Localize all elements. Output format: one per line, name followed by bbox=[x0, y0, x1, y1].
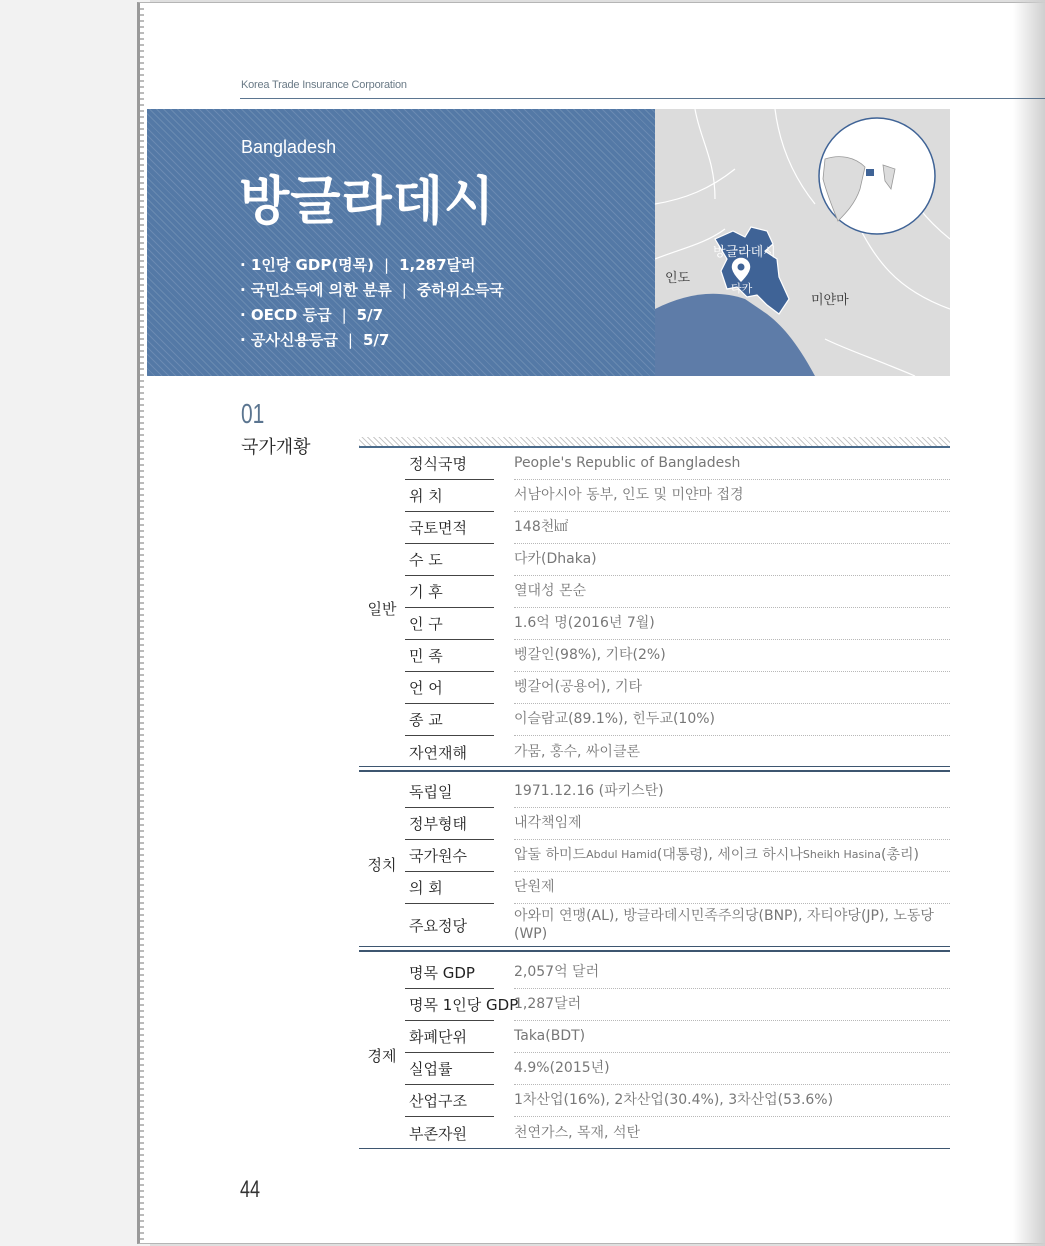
fact-oecd-grade: · OECD 등급 | 5/7 bbox=[240, 306, 384, 324]
section-divider bbox=[359, 766, 950, 772]
fact-income-class: · 국민소득에 의한 분류 | 중하위소득국 bbox=[240, 281, 504, 299]
table-row: 언 어 벵갈어(공용어), 기타 bbox=[405, 672, 950, 704]
table-row: 국토면적 148천㎢ bbox=[405, 512, 950, 544]
general-table bbox=[359, 448, 950, 768]
section-divider bbox=[359, 946, 950, 952]
table-row: 자연재해 가뭄, 홍수, 싸이클론 bbox=[409, 743, 640, 762]
table-row: 정부형태 내각책임제 bbox=[405, 808, 950, 840]
inset-highlight bbox=[866, 169, 874, 176]
section-title: 국가개황 bbox=[241, 437, 311, 458]
table-top-bar bbox=[359, 437, 950, 448]
page-number: 44 bbox=[240, 1176, 261, 1203]
map-graphic bbox=[655, 109, 950, 376]
running-head: Korea Trade Insurance Corporation bbox=[241, 79, 407, 91]
head-of-state-value: 압둘 하미드 Abdul Hamid (대통령), 세이크 하시나 Sheikh Hasina (총리) bbox=[514, 840, 950, 872]
table-row: 산업구조 1차산업(16%), 2차산업(30.4%), 3차산업(53.6%) bbox=[405, 1085, 950, 1117]
map-label-myanmar: 미얀마 bbox=[811, 293, 849, 308]
table-row: 위 치 서남아시아 동부, 인도 및 미얀마 접경 bbox=[405, 480, 950, 512]
page-binding-edge bbox=[140, 8, 144, 1240]
map-label-dhaka: 다카 bbox=[731, 282, 753, 295]
location-map bbox=[655, 109, 950, 376]
table-bottom-rule bbox=[359, 1148, 950, 1149]
table-row: 부존자원 천연가스, 목재, 석탄 bbox=[409, 1124, 640, 1143]
table-row: 주요정당 아와미 연맹(AL), 방글라데시민족주의당(BNP), 자티야당(JP), 노동당(WP) bbox=[409, 907, 934, 942]
map-label-bangladesh: 방글라데시 bbox=[713, 245, 776, 260]
group-label-politics: 정치 bbox=[367, 856, 397, 874]
country-name-korean: 방글라데시 bbox=[239, 172, 496, 232]
table-row: 독립일 1971.12.16 (파키스탄) bbox=[405, 776, 950, 808]
table-row: 실업률 4.9%(2015년) bbox=[405, 1053, 950, 1085]
bay-of-bengal bbox=[655, 294, 815, 376]
table-row: 명목 GDP 2,057억 달러 bbox=[405, 957, 950, 989]
country-banner bbox=[147, 109, 655, 376]
table-row: 명목 1인당 GDP 1,287달러 bbox=[405, 989, 950, 1021]
economy-table bbox=[359, 957, 950, 1149]
table-row: 의 회 단원제 bbox=[405, 872, 950, 904]
country-name-english: Bangladesh bbox=[241, 137, 337, 157]
map-label-india: 인도 bbox=[665, 271, 691, 286]
politics-table bbox=[359, 776, 950, 948]
dhaka-pin-dot bbox=[738, 264, 745, 271]
table-row: 인 구 1.6억 명(2016년 7월) bbox=[405, 608, 950, 640]
header-rule bbox=[240, 98, 1045, 99]
table-row: 국가원수 압둘 하미드 Abdul Hamid (대통령), 세이크 하시나 Sheikh Hasina (총리) bbox=[405, 840, 950, 872]
table-row: 화폐단위 Taka(BDT) bbox=[405, 1021, 950, 1053]
fact-credit-grade: · 공사신용등급 | 5/7 bbox=[240, 331, 390, 349]
table-row: 정식국명 People's Republic of Bangladesh bbox=[405, 448, 950, 480]
section-number: 01 bbox=[241, 398, 265, 429]
page-curl-shade bbox=[1013, 0, 1045, 1246]
key-facts-list bbox=[240, 253, 504, 353]
group-label-economy: 경제 bbox=[367, 1047, 397, 1065]
table-row: 민 족 벵갈인(98%), 기타(2%) bbox=[405, 640, 950, 672]
group-label-general: 일반 bbox=[367, 600, 397, 618]
fact-gdp-per-capita: · 1인당 GDP(명목) | 1,287달러 bbox=[240, 256, 476, 274]
table-row: 수 도 다카(Dhaka) bbox=[405, 544, 950, 576]
table-row: 종 교 이슬람교(89.1%), 힌두교(10%) bbox=[405, 704, 950, 736]
table-row: 기 후 열대성 몬순 bbox=[405, 576, 950, 608]
